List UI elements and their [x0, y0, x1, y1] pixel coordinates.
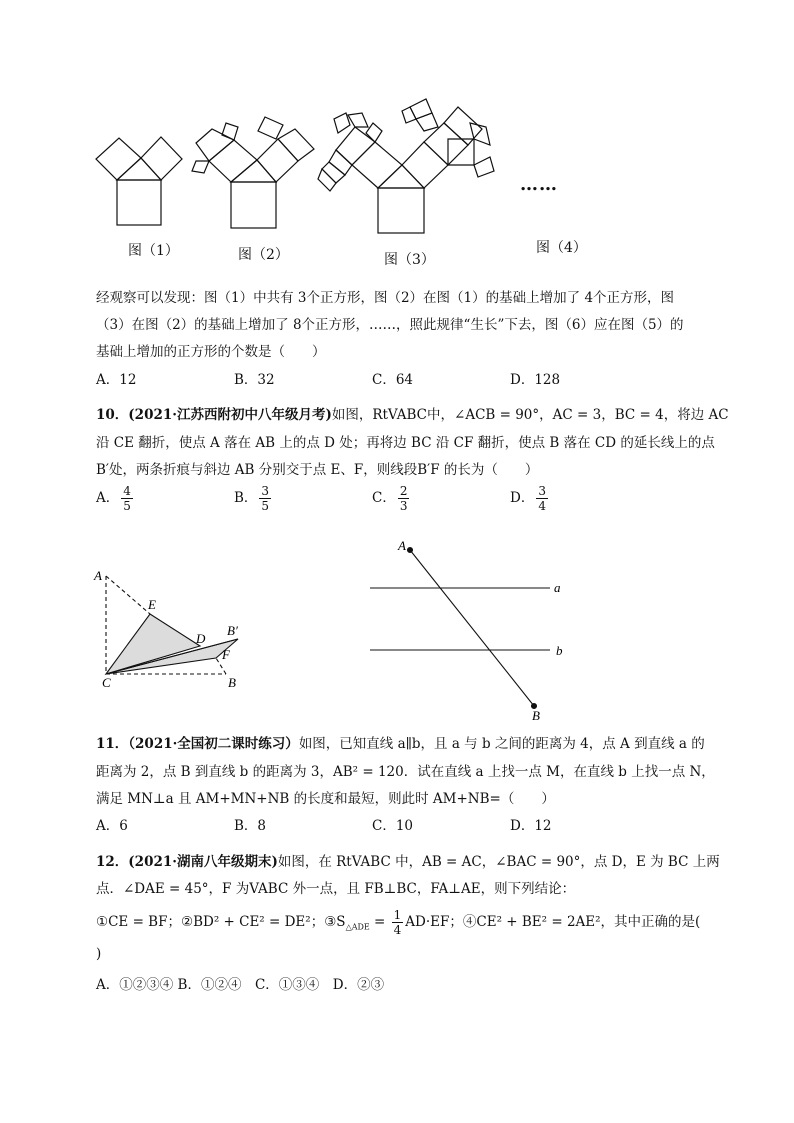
q10-line-1-text: 如图，RtVABC中，∠ACB = 90°，AC = 3，BC = 4，将边 AC — [331, 407, 729, 423]
q11-label-a: A — [398, 538, 406, 553]
q10-option-c-num: 2 — [399, 484, 408, 498]
q12-frac-num: 1 — [393, 908, 402, 922]
figure-4-caption: 图（4） — [536, 240, 587, 256]
q9-option-d: D．128 — [510, 372, 561, 388]
q12-line-3 — [96, 908, 700, 937]
q10-option-b-den: 5 — [261, 499, 270, 513]
figure-3-caption: 图（3） — [384, 252, 435, 268]
q10-option-c — [372, 484, 411, 513]
q10-line-1 — [96, 403, 729, 423]
q10-option-d-num: 3 — [538, 484, 546, 498]
q10-label-c: C — [102, 675, 111, 690]
q10-source: 10．(2021·江苏西附初中八年级月考) — [96, 407, 332, 423]
q10-option-d-den: 4 — [538, 499, 546, 513]
q11-line-1 — [96, 732, 705, 752]
figure-2-caption: 图（2） — [238, 247, 289, 263]
q11-option-b: B．8 — [234, 818, 267, 834]
q11-line-3: 满足 MN⊥a 且 AM+MN+NB 的长度和最短，则此时 AM+NB=（ ） — [96, 791, 555, 807]
q10-option-a-num: 4 — [123, 484, 131, 498]
q11-label-b: B — [532, 708, 540, 723]
q9-option-a: A．12 — [96, 372, 137, 388]
figure-2-tree — [192, 117, 314, 228]
q10-line-3: B′处，两条折痕与斜边 AB 分别交于点 E、F，则线段B′F 的长为（ ） — [96, 462, 539, 478]
q10-option-d-letter: D． — [510, 490, 535, 506]
q12-equals: = — [369, 914, 390, 930]
q10-label-d: D — [196, 631, 206, 646]
q10-option-a-letter: A． — [96, 490, 120, 506]
figure-1-caption: 图（1） — [128, 243, 179, 259]
q9-option-c: C．64 — [372, 372, 414, 388]
figure-1-tree — [96, 137, 182, 225]
q12-conclusions-part-1: ①CE = BF；②BD² + CE² = DE²；③S — [96, 914, 346, 930]
q11-option-c: C．10 — [372, 818, 414, 834]
q10-option-b-letter: B． — [234, 490, 258, 506]
q11-line-2: 距离为 2，点 B 到直线 b 的距离为 3，AB² = 120．试在直线 a 上找一点 M，在直线 b 上找一点 N， — [96, 764, 715, 780]
q12-options: A．①②③④ B．①②④ C．①③④ D．②③ — [96, 977, 385, 993]
q10-fold-figure — [88, 562, 258, 692]
q12-source: 12．(2021·湖南八年级期末) — [96, 854, 278, 870]
q12-conclusions-part-2: AD·EF；④CE² + BE² = 2AE²，其中正确的是( — [405, 914, 701, 930]
q11-line-1-text: 如图，已知直线 a∥b，且 a 与 b 之间的距离为 4，点 A 到直线 a 的 — [298, 736, 705, 752]
q10-option-c-den: 3 — [399, 499, 408, 513]
q10-option-b-num: 3 — [261, 484, 270, 498]
q12-line-1-text: 如图，在 RtVABC 中，AB = AC，∠BAC = 90°，点 D，E 为 BC 上两 — [277, 854, 720, 870]
q9-line-1: 经观察可以发现：图（1）中共有 3个正方形，图（2）在图（1）的基础上增加了 4个正方形，图 — [96, 290, 675, 306]
q10-label-e: E — [148, 597, 156, 612]
q10-label-a: A — [94, 568, 102, 583]
q11-label-line-a: a — [554, 580, 561, 595]
q12-area-subscript: △ADE — [345, 922, 370, 932]
q10-option-a-den: 5 — [123, 499, 131, 513]
q10-line-2: 沿 CE 翻折，使点 A 落在 AB 上的点 D 处；再将边 BC 沿 CF 翻折，使点 B 落在 CD 的延长线上的点 — [96, 435, 715, 451]
q12-line-1 — [96, 850, 720, 870]
q11-label-line-b: b — [556, 643, 563, 658]
q12-line-2: 点．∠DAE = 45°，F 为VABC 外一点，且 FB⊥BC，FA⊥AE，则下列结论： — [96, 881, 576, 897]
q10-label-f: F — [222, 647, 230, 662]
q12-line-4: ) — [96, 946, 102, 962]
q10-option-c-letter: C． — [372, 490, 396, 506]
q12-frac-den: 4 — [393, 923, 402, 937]
figure-3-tree — [318, 99, 494, 233]
figure-4-ellipsis: …… — [520, 174, 558, 195]
q11-source: 11．（2021·全国初二课时练习） — [96, 736, 299, 752]
q10-option-b — [234, 484, 273, 513]
q9-line-2: （3）在图（2）的基础上增加了 8个正方形，……，照此规律“生长”下去，图（6）应在图（5）的 — [96, 317, 684, 333]
q10-label-b: B — [228, 675, 236, 690]
q10-label-b-prime: B′ — [227, 623, 238, 638]
q11-option-d: D．12 — [510, 818, 552, 834]
q10-option-a — [96, 484, 135, 513]
q11-option-a: A．6 — [96, 818, 128, 834]
q9-option-b: B．32 — [234, 372, 275, 388]
q10-option-d — [510, 484, 550, 513]
q11-parallel-lines-figure — [360, 534, 580, 724]
q9-line-3: 基础上增加的正方形的个数是（ ） — [96, 344, 326, 360]
